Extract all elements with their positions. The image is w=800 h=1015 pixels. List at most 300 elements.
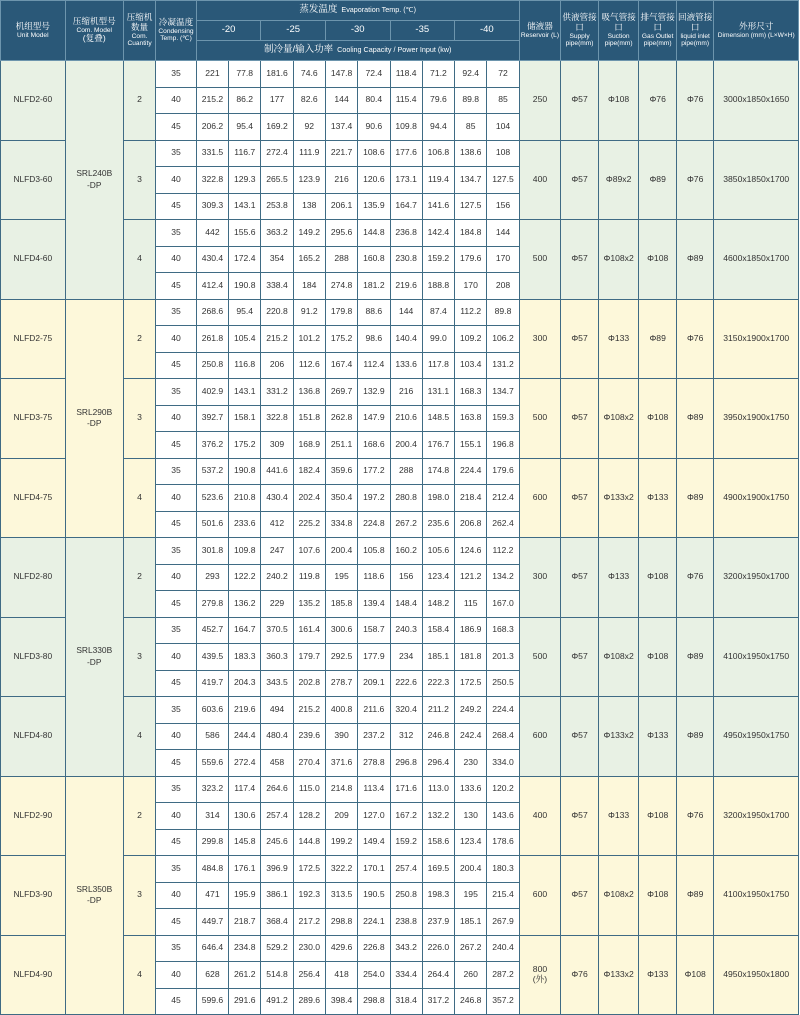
capacity-value: 170 bbox=[487, 246, 519, 273]
capacity-value: 101.2 bbox=[293, 326, 325, 353]
capacity-value: 160.2 bbox=[390, 538, 422, 565]
cond-temp: 40 bbox=[156, 962, 197, 989]
liquid-pipe: Φ89 bbox=[676, 856, 714, 936]
capacity-value: 295.6 bbox=[325, 220, 357, 247]
liquid-pipe: Φ89 bbox=[676, 458, 714, 538]
capacity-value: 197.2 bbox=[358, 485, 390, 512]
capacity-value: 309 bbox=[261, 432, 293, 459]
capacity-value: 289.6 bbox=[293, 988, 325, 1015]
comp-qty: 4 bbox=[123, 935, 155, 1015]
capacity-value: 148.2 bbox=[422, 591, 454, 618]
capacity-value: 175.2 bbox=[229, 432, 261, 459]
capacity-value: 160.8 bbox=[358, 246, 390, 273]
table-header bbox=[1, 1, 799, 61]
capacity-value: 402.9 bbox=[196, 379, 228, 406]
capacity-value: 296.4 bbox=[422, 750, 454, 777]
capacity-value: 190.8 bbox=[229, 458, 261, 485]
capacity-value: 216 bbox=[390, 379, 422, 406]
capacity-value: 359.6 bbox=[325, 458, 357, 485]
capacity-value: 222.6 bbox=[390, 670, 422, 697]
unit-model: NLFD4-90 bbox=[1, 935, 66, 1015]
capacity-value: 167.0 bbox=[487, 591, 519, 618]
capacity-value: 180.3 bbox=[487, 856, 519, 883]
capacity-value: 133.6 bbox=[390, 352, 422, 379]
capacity-value: 143.1 bbox=[229, 379, 261, 406]
capacity-value: 250.5 bbox=[487, 670, 519, 697]
header-dimension: 外形尺寸 Dimension (mm) (L×W×H) bbox=[714, 1, 799, 61]
capacity-value: 167.4 bbox=[325, 352, 357, 379]
capacity-value: 105.4 bbox=[229, 326, 261, 353]
cond-temp: 35 bbox=[156, 220, 197, 247]
capacity-value: 300.6 bbox=[325, 617, 357, 644]
capacity-value: 233.6 bbox=[229, 511, 261, 538]
capacity-value: 537.2 bbox=[196, 458, 228, 485]
suction-pipe: Φ108x2 bbox=[598, 856, 639, 936]
capacity-value: 144 bbox=[325, 87, 357, 114]
capacity-value: 72.4 bbox=[358, 61, 390, 88]
capacity-value: 185.1 bbox=[422, 644, 454, 671]
table-row bbox=[1, 61, 799, 88]
reservoir-line: 300 bbox=[532, 332, 548, 343]
capacity-value: 236.8 bbox=[390, 220, 422, 247]
liquid-pipe: Φ89 bbox=[676, 220, 714, 300]
capacity-value: 115.4 bbox=[390, 87, 422, 114]
capacity-value: 127.5 bbox=[487, 167, 519, 194]
capacity-value: 109.2 bbox=[455, 326, 487, 353]
header-liquid: 回液管接口 liquid inlet pipe(mm) bbox=[676, 1, 714, 61]
capacity-value: 172.5 bbox=[455, 670, 487, 697]
reservoir-line: 400 bbox=[532, 173, 548, 184]
capacity-value: 170.1 bbox=[358, 856, 390, 883]
comp-model-line: -DP bbox=[87, 656, 102, 667]
supply-pipe: Φ57 bbox=[561, 538, 599, 618]
capacity-value: 371.6 bbox=[325, 750, 357, 777]
gas-pipe: Φ108 bbox=[639, 220, 677, 300]
capacity-value: 208 bbox=[487, 273, 519, 300]
capacity-value: 109.8 bbox=[229, 538, 261, 565]
cond-temp: 45 bbox=[156, 352, 197, 379]
unit-model: NLFD4-60 bbox=[1, 220, 66, 300]
capacity-value: 599.6 bbox=[196, 988, 228, 1015]
capacity-value: 179.8 bbox=[325, 299, 357, 326]
capacity-value: 226.0 bbox=[422, 935, 454, 962]
capacity-value: 429.6 bbox=[325, 935, 357, 962]
capacity-value: 334.8 bbox=[325, 511, 357, 538]
capacity-value: 168.3 bbox=[487, 617, 519, 644]
capacity-value: 168.9 bbox=[293, 432, 325, 459]
capacity-value: 163.8 bbox=[455, 405, 487, 432]
capacity-value: 92 bbox=[293, 114, 325, 141]
unit-model: NLFD2-75 bbox=[1, 299, 66, 379]
liquid-pipe: Φ108 bbox=[676, 935, 714, 1015]
gas-pipe: Φ108 bbox=[639, 856, 677, 936]
cond-temp: 40 bbox=[156, 246, 197, 273]
capacity-value: 298.8 bbox=[325, 909, 357, 936]
capacity-value: 218.7 bbox=[229, 909, 261, 936]
table-row bbox=[1, 776, 799, 803]
capacity-value: 139.4 bbox=[358, 591, 390, 618]
cond-temp: 35 bbox=[156, 538, 197, 565]
capacity-value: 132.2 bbox=[422, 803, 454, 830]
supply-pipe: Φ57 bbox=[561, 697, 599, 777]
capacity-value: 265.5 bbox=[261, 167, 293, 194]
capacity-value: 224.8 bbox=[358, 511, 390, 538]
evap-temp-3: -35 bbox=[390, 21, 455, 41]
capacity-value: 262.4 bbox=[487, 511, 519, 538]
capacity-value: 267.2 bbox=[455, 935, 487, 962]
capacity-value: 176.1 bbox=[229, 856, 261, 883]
reservoir-line: 500 bbox=[532, 253, 548, 264]
capacity-value: 458 bbox=[261, 750, 293, 777]
capacity-value: 90.6 bbox=[358, 114, 390, 141]
capacity-value: 181.8 bbox=[455, 644, 487, 671]
suction-pipe: Φ108x2 bbox=[598, 379, 639, 459]
reservoir-line: 400 bbox=[532, 809, 548, 820]
capacity-value: 201.3 bbox=[487, 644, 519, 671]
capacity-value: 334.4 bbox=[390, 962, 422, 989]
capacity-value: 322.8 bbox=[261, 405, 293, 432]
capacity-value: 292.5 bbox=[325, 644, 357, 671]
capacity-value: 123.4 bbox=[455, 829, 487, 856]
capacity-value: 198.0 bbox=[422, 485, 454, 512]
capacity-value: 202.8 bbox=[293, 670, 325, 697]
capacity-value: 296.8 bbox=[390, 750, 422, 777]
capacity-value: 175.2 bbox=[325, 326, 357, 353]
capacity-value: 158.4 bbox=[422, 617, 454, 644]
capacity-value: 136.2 bbox=[229, 591, 261, 618]
cond-temp: 35 bbox=[156, 379, 197, 406]
cond-temp: 45 bbox=[156, 273, 197, 300]
capacity-value: 89.8 bbox=[455, 87, 487, 114]
capacity-value: 178.6 bbox=[487, 829, 519, 856]
capacity-value: 108.6 bbox=[358, 140, 390, 167]
capacity-value: 144 bbox=[487, 220, 519, 247]
capacity-value: 121.2 bbox=[455, 564, 487, 591]
capacity-value: 257.4 bbox=[390, 856, 422, 883]
capacity-value: 140.4 bbox=[390, 326, 422, 353]
capacity-value: 360.3 bbox=[261, 644, 293, 671]
comp-model-line: -DP bbox=[87, 179, 102, 190]
unit-model: NLFD3-60 bbox=[1, 140, 66, 220]
capacity-value: 109.8 bbox=[390, 114, 422, 141]
capacity-value: 449.7 bbox=[196, 909, 228, 936]
cond-temp: 35 bbox=[156, 776, 197, 803]
capacity-value: 177.9 bbox=[358, 644, 390, 671]
capacity-value: 195 bbox=[325, 564, 357, 591]
capacity-value: 225.2 bbox=[293, 511, 325, 538]
capacity-value: 186.9 bbox=[455, 617, 487, 644]
capacity-value: 112.6 bbox=[293, 352, 325, 379]
capacity-value: 174.8 bbox=[422, 458, 454, 485]
capacity-value: 105.8 bbox=[358, 538, 390, 565]
comp-model-line: -DP bbox=[87, 418, 102, 429]
capacity-value: 386.1 bbox=[261, 882, 293, 909]
capacity-value: 184 bbox=[293, 273, 325, 300]
capacity-value: 158.6 bbox=[422, 829, 454, 856]
comp-qty: 3 bbox=[123, 140, 155, 220]
cond-temp: 40 bbox=[156, 882, 197, 909]
capacity-value: 218.4 bbox=[455, 485, 487, 512]
gas-pipe: Φ133 bbox=[639, 697, 677, 777]
dim-pipe: 4900x1900x1750 bbox=[714, 458, 799, 538]
liquid-pipe: Φ76 bbox=[676, 140, 714, 220]
capacity-value: 103.4 bbox=[455, 352, 487, 379]
capacity-value: 164.7 bbox=[229, 617, 261, 644]
reservoir-line: 600 bbox=[532, 491, 548, 502]
cond-temp: 35 bbox=[156, 856, 197, 883]
suction-pipe: Φ108 bbox=[598, 61, 639, 141]
capacity-value: 190.5 bbox=[358, 882, 390, 909]
capacity-value: 188.8 bbox=[422, 273, 454, 300]
capacity-value: 199.2 bbox=[325, 829, 357, 856]
capacity-value: 85 bbox=[455, 114, 487, 141]
capacity-value: 134.7 bbox=[487, 379, 519, 406]
comp-qty: 2 bbox=[123, 61, 155, 141]
capacity-value: 136.8 bbox=[293, 379, 325, 406]
capacity-value: 179.7 bbox=[293, 644, 325, 671]
capacity-value: 376.2 bbox=[196, 432, 228, 459]
capacity-value: 246.8 bbox=[455, 988, 487, 1015]
capacity-value: 209 bbox=[325, 803, 357, 830]
capacity-value: 135.2 bbox=[293, 591, 325, 618]
capacity-value: 71.2 bbox=[422, 61, 454, 88]
capacity-value: 210.6 bbox=[390, 405, 422, 432]
gas-pipe: Φ76 bbox=[639, 61, 677, 141]
capacity-value: 288 bbox=[325, 246, 357, 273]
capacity-value: 221.7 bbox=[325, 140, 357, 167]
suction-pipe: Φ133 bbox=[598, 538, 639, 618]
capacity-value: 442 bbox=[196, 220, 228, 247]
capacity-value: 299.8 bbox=[196, 829, 228, 856]
comp-model-line: SRL330B bbox=[76, 645, 113, 656]
cond-temp: 35 bbox=[156, 697, 197, 724]
capacity-value: 122.2 bbox=[229, 564, 261, 591]
capacity-value: 224.4 bbox=[487, 697, 519, 724]
reservoir bbox=[519, 776, 561, 856]
comp-qty: 4 bbox=[123, 697, 155, 777]
capacity-value: 221 bbox=[196, 61, 228, 88]
capacity-value: 144.8 bbox=[293, 829, 325, 856]
capacity-value: 133.6 bbox=[455, 776, 487, 803]
capacity-value: 215.2 bbox=[196, 87, 228, 114]
capacity-value: 322.8 bbox=[196, 167, 228, 194]
reservoir bbox=[519, 299, 561, 379]
capacity-value: 147.8 bbox=[325, 61, 357, 88]
capacity-value: 135.9 bbox=[358, 193, 390, 220]
capacity-value: 219.6 bbox=[229, 697, 261, 724]
capacity-value: 261.8 bbox=[196, 326, 228, 353]
capacity-value: 131.1 bbox=[422, 379, 454, 406]
capacity-value: 288 bbox=[390, 458, 422, 485]
capacity-value: 212.4 bbox=[487, 485, 519, 512]
capacity-value: 240.3 bbox=[390, 617, 422, 644]
capacity-value: 127.0 bbox=[358, 803, 390, 830]
capacity-value: 198.3 bbox=[422, 882, 454, 909]
supply-pipe: Φ57 bbox=[561, 458, 599, 538]
capacity-value: 159.3 bbox=[487, 405, 519, 432]
capacity-value: 104 bbox=[487, 114, 519, 141]
capacity-value: 249.2 bbox=[455, 697, 487, 724]
capacity-value: 183.3 bbox=[229, 644, 261, 671]
capacity-value: 220.8 bbox=[261, 299, 293, 326]
capacity-value: 129.3 bbox=[229, 167, 261, 194]
capacity-value: 269.7 bbox=[325, 379, 357, 406]
comp-model bbox=[65, 538, 123, 777]
capacity-value: 268.4 bbox=[487, 723, 519, 750]
capacity-value: 419.7 bbox=[196, 670, 228, 697]
capacity-value: 173.1 bbox=[390, 167, 422, 194]
capacity-value: 88.6 bbox=[358, 299, 390, 326]
capacity-value: 260 bbox=[455, 962, 487, 989]
cond-temp: 40 bbox=[156, 803, 197, 830]
capacity-value: 301.8 bbox=[196, 538, 228, 565]
capacity-value: 430.4 bbox=[261, 485, 293, 512]
capacity-value: 439.5 bbox=[196, 644, 228, 671]
header-suction: 吸气管接口 Suction pipe(mm) bbox=[598, 1, 639, 61]
capacity-value: 256.4 bbox=[293, 962, 325, 989]
capacity-value: 106.2 bbox=[487, 326, 519, 353]
capacity-value: 79.6 bbox=[422, 87, 454, 114]
cond-temp: 45 bbox=[156, 591, 197, 618]
capacity-value: 192.3 bbox=[293, 882, 325, 909]
capacity-value: 278.8 bbox=[358, 750, 390, 777]
capacity-value: 211.2 bbox=[422, 697, 454, 724]
capacity-value: 250.8 bbox=[390, 882, 422, 909]
capacity-value: 320.4 bbox=[390, 697, 422, 724]
capacity-value: 250.8 bbox=[196, 352, 228, 379]
capacity-value: 226.8 bbox=[358, 935, 390, 962]
capacity-value: 170 bbox=[455, 273, 487, 300]
reservoir bbox=[519, 538, 561, 618]
capacity-value: 206 bbox=[261, 352, 293, 379]
capacity-value: 108 bbox=[487, 140, 519, 167]
capacity-value: 169.5 bbox=[422, 856, 454, 883]
capacity-value: 161.4 bbox=[293, 617, 325, 644]
suction-pipe: Φ108x2 bbox=[598, 617, 639, 697]
capacity-value: 112.2 bbox=[487, 538, 519, 565]
capacity-value: 272.4 bbox=[261, 140, 293, 167]
capacity-value: 179.6 bbox=[487, 458, 519, 485]
comp-model-line: SRL290B bbox=[76, 406, 113, 417]
comp-model bbox=[65, 299, 123, 538]
capacity-value: 392.7 bbox=[196, 405, 228, 432]
capacity-value: 603.6 bbox=[196, 697, 228, 724]
capacity-value: 185.8 bbox=[325, 591, 357, 618]
capacity-value: 279.8 bbox=[196, 591, 228, 618]
gas-pipe: Φ89 bbox=[639, 140, 677, 220]
cond-temp: 40 bbox=[156, 326, 197, 353]
capacity-value: 147.9 bbox=[358, 405, 390, 432]
capacity-value: 82.6 bbox=[293, 87, 325, 114]
unit-model: NLFD3-80 bbox=[1, 617, 66, 697]
capacity-value: 74.6 bbox=[293, 61, 325, 88]
dim-pipe: 4100x1950x1750 bbox=[714, 856, 799, 936]
capacity-value: 196.8 bbox=[487, 432, 519, 459]
comp-model bbox=[65, 61, 123, 300]
capacity-value: 99.0 bbox=[422, 326, 454, 353]
dim-pipe: 4950x1950x1800 bbox=[714, 935, 799, 1015]
capacity-value: 116.8 bbox=[229, 352, 261, 379]
liquid-pipe: Φ76 bbox=[676, 776, 714, 856]
capacity-value: 149.2 bbox=[293, 220, 325, 247]
capacity-value: 177.2 bbox=[358, 458, 390, 485]
capacity-value: 293 bbox=[196, 564, 228, 591]
capacity-value: 117.4 bbox=[229, 776, 261, 803]
capacity-value: 291.6 bbox=[229, 988, 261, 1015]
capacity-value: 267.2 bbox=[390, 511, 422, 538]
capacity-value: 148.4 bbox=[390, 591, 422, 618]
header-supply: 供液管接口 Supply pipe(mm) bbox=[561, 1, 599, 61]
gas-pipe: Φ108 bbox=[639, 379, 677, 459]
table-row bbox=[1, 538, 799, 565]
capacity-value: 418 bbox=[325, 962, 357, 989]
dim-pipe: 4600x1850x1700 bbox=[714, 220, 799, 300]
capacity-value: 222.3 bbox=[422, 670, 454, 697]
reservoir bbox=[519, 61, 561, 141]
capacity-value: 430.4 bbox=[196, 246, 228, 273]
evap-temp-0: -20 bbox=[196, 21, 261, 41]
capacity-value: 230.8 bbox=[390, 246, 422, 273]
capacity-value: 215.4 bbox=[487, 882, 519, 909]
capacity-value: 172.4 bbox=[229, 246, 261, 273]
capacity-value: 268.6 bbox=[196, 299, 228, 326]
capacity-value: 251.1 bbox=[325, 432, 357, 459]
cond-temp: 45 bbox=[156, 114, 197, 141]
capacity-value: 254.0 bbox=[358, 962, 390, 989]
cond-temp: 40 bbox=[156, 87, 197, 114]
reservoir-line: 300 bbox=[532, 571, 548, 582]
capacity-value: 144.8 bbox=[358, 220, 390, 247]
dim-pipe: 3200x1950x1700 bbox=[714, 776, 799, 856]
capacity-value: 338.4 bbox=[261, 273, 293, 300]
dim-pipe: 3150x1900x1700 bbox=[714, 299, 799, 379]
capacity-value: 264.4 bbox=[422, 962, 454, 989]
capacity-value: 112.2 bbox=[455, 299, 487, 326]
capacity-value: 118.4 bbox=[390, 61, 422, 88]
capacity-value: 257.4 bbox=[261, 803, 293, 830]
capacity-value: 280.8 bbox=[390, 485, 422, 512]
capacity-value: 120.2 bbox=[487, 776, 519, 803]
capacity-value: 119.4 bbox=[422, 167, 454, 194]
comp-qty: 3 bbox=[123, 617, 155, 697]
capacity-value: 119.8 bbox=[293, 564, 325, 591]
dim-pipe: 4100x1950x1750 bbox=[714, 617, 799, 697]
capacity-value: 235.6 bbox=[422, 511, 454, 538]
header-unit-model: 机组型号 Unit Model bbox=[1, 1, 66, 61]
capacity-value: 398.4 bbox=[325, 988, 357, 1015]
capacity-value: 312 bbox=[390, 723, 422, 750]
capacity-value: 441.6 bbox=[261, 458, 293, 485]
capacity-value: 234 bbox=[390, 644, 422, 671]
capacity-value: 87.4 bbox=[422, 299, 454, 326]
capacity-value: 149.4 bbox=[358, 829, 390, 856]
capacity-value: 113.0 bbox=[422, 776, 454, 803]
supply-pipe: Φ57 bbox=[561, 379, 599, 459]
header-reservoir: 储液器 Reservoir (L) bbox=[519, 1, 561, 61]
dim-pipe: 3200x1950x1700 bbox=[714, 538, 799, 618]
capacity-value: 215.2 bbox=[293, 697, 325, 724]
capacity-value: 94.4 bbox=[422, 114, 454, 141]
capacity-value: 134.7 bbox=[455, 167, 487, 194]
header-cond-temp: 冷凝温度 Condensing Temp. (℃) bbox=[156, 1, 197, 61]
capacity-value: 244.4 bbox=[229, 723, 261, 750]
header-comp-model: 压缩机型号 Com. Model (复叠) bbox=[65, 1, 123, 61]
comp-model-line: SRL350B bbox=[76, 883, 113, 894]
cond-temp: 35 bbox=[156, 458, 197, 485]
capacity-value: 206.2 bbox=[196, 114, 228, 141]
gas-pipe: Φ133 bbox=[639, 935, 677, 1015]
capacity-value: 230.0 bbox=[293, 935, 325, 962]
